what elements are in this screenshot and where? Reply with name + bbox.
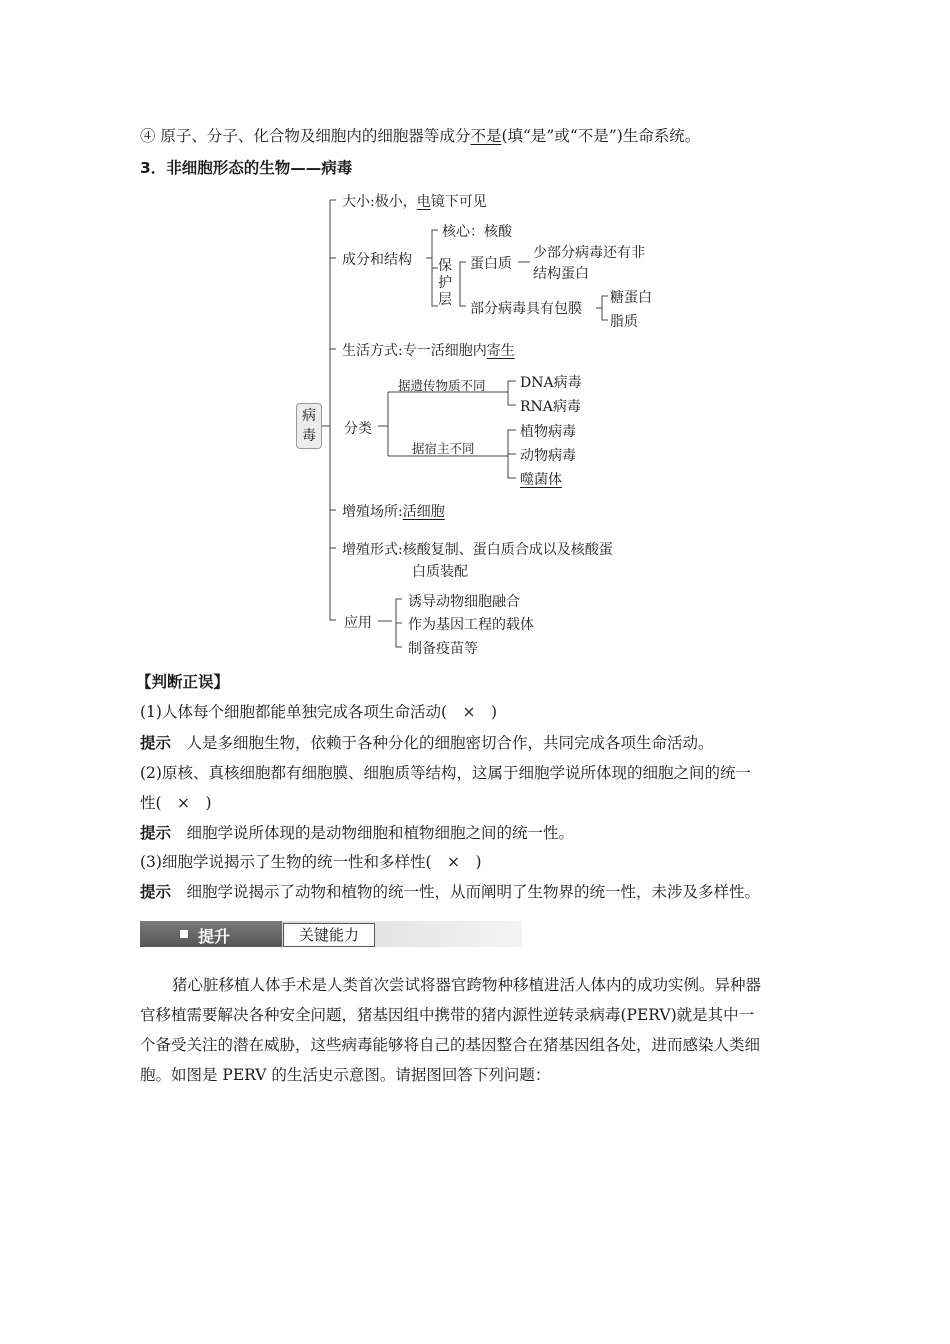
capsid-node: 蛋白质 — [470, 256, 512, 272]
lifestyle-node: 生活方式:专一活细胞内寄生 — [342, 343, 515, 359]
passage-line-2: 官移植需要解决各种安全问题，猪基因组中携带的猪内源性逆转录病毒(PERV)就是其中一 — [140, 1006, 755, 1024]
app-fusion: 诱导动物细胞融合 — [408, 594, 520, 610]
section-banner — [140, 918, 522, 952]
passage-line-4: 胞。如图是 PERV 的生活史示意图。请据图回答下列问题： — [140, 1066, 551, 1084]
judge-hint3: 提示 细胞学说揭示了动物和植物的统一性，从而阐明了生物界的统一性，未涉及多样性。 — [140, 883, 761, 901]
classify-node: 分类 — [344, 421, 372, 437]
capsid-note-1: 少部分病毒还有非 — [533, 245, 645, 261]
protect-node: 保护层 — [438, 258, 452, 308]
capsid-note-2: 结构蛋白 — [533, 266, 589, 282]
judge-heading: 【判断正误】 — [136, 673, 230, 691]
core-node: 核心：核酸 — [442, 224, 512, 240]
passage-line-3: 个备受关注的潜在威胁，这些病毒能够将自己的基因整合在猪基因组各处，进而感染人类细 — [140, 1036, 761, 1054]
judge-q3: (3)细胞学说揭示了生物的统一性和多样性( × ) — [140, 853, 482, 871]
phage: 噬菌体 — [520, 472, 562, 488]
rna-virus: RNA病毒 — [520, 399, 581, 415]
section-title: 3．非细胞形态的生物——病毒 — [140, 159, 353, 177]
application-node: 应用 — [344, 615, 372, 631]
lipid-node: 脂质 — [610, 314, 638, 330]
composition-node: 成分和结构 — [342, 252, 412, 268]
judge-hint2: 提示 细胞学说所体现的是动物细胞和植物细胞之间的统一性。 — [140, 824, 575, 842]
square-icon — [180, 930, 188, 938]
app-vaccine: 制备疫苗等 — [408, 641, 478, 657]
banner-dark — [140, 921, 282, 947]
item4-suffix: (填“是”或“不是”)生命系统。 — [501, 127, 701, 145]
judge-hint1: 提示 人是多细胞生物，依赖于各种分化的细胞密切合作，共同完成各项生命活动。 — [140, 734, 714, 752]
mindmap-root: 病毒 — [296, 403, 322, 449]
by-material-label: 据遗传物质不同 — [398, 378, 486, 393]
judge-q2-line2: 性( × ) — [140, 794, 212, 812]
banner-subtitle: 关键能力 — [283, 923, 375, 947]
passage-line-1: 猪心脏移植人体手术是人类首次尝试将器官跨物种移植进活人体内的成功实例。异种器 — [172, 976, 762, 994]
judge-q1: (1)人体每个细胞都能单独完成各项生命活动( × ) — [140, 703, 498, 721]
plant-virus: 植物病毒 — [520, 424, 576, 440]
item4-answer: 不是 — [470, 127, 502, 145]
form-node-2: 白质装配 — [412, 564, 468, 580]
dna-virus: DNA病毒 — [520, 375, 582, 391]
by-host-label: 据宿主不同 — [412, 441, 475, 456]
envelope-node: 部分病毒具有包膜 — [470, 301, 582, 317]
glycoprotein-node: 糖蛋白 — [610, 290, 652, 306]
form-node-1: 增殖形式:核酸复制、蛋白质合成以及核酸蛋 — [342, 542, 613, 558]
site-node: 增殖场所:活细胞 — [342, 504, 445, 520]
banner-title: 提升 — [198, 927, 231, 946]
app-vector: 作为基因工程的载体 — [408, 617, 534, 633]
animal-virus: 动物病毒 — [520, 448, 576, 464]
judge-q2-line1: (2)原核、真核细胞都有细胞膜、细胞质等结构，这属于细胞学说所体现的细胞之间的统一 — [140, 764, 751, 782]
item4-prefix: ④ 原子、分子、化合物及细胞内的细胞器等成分 — [140, 127, 471, 145]
size-node: 大小:极小，电镜下可见 — [342, 194, 487, 210]
